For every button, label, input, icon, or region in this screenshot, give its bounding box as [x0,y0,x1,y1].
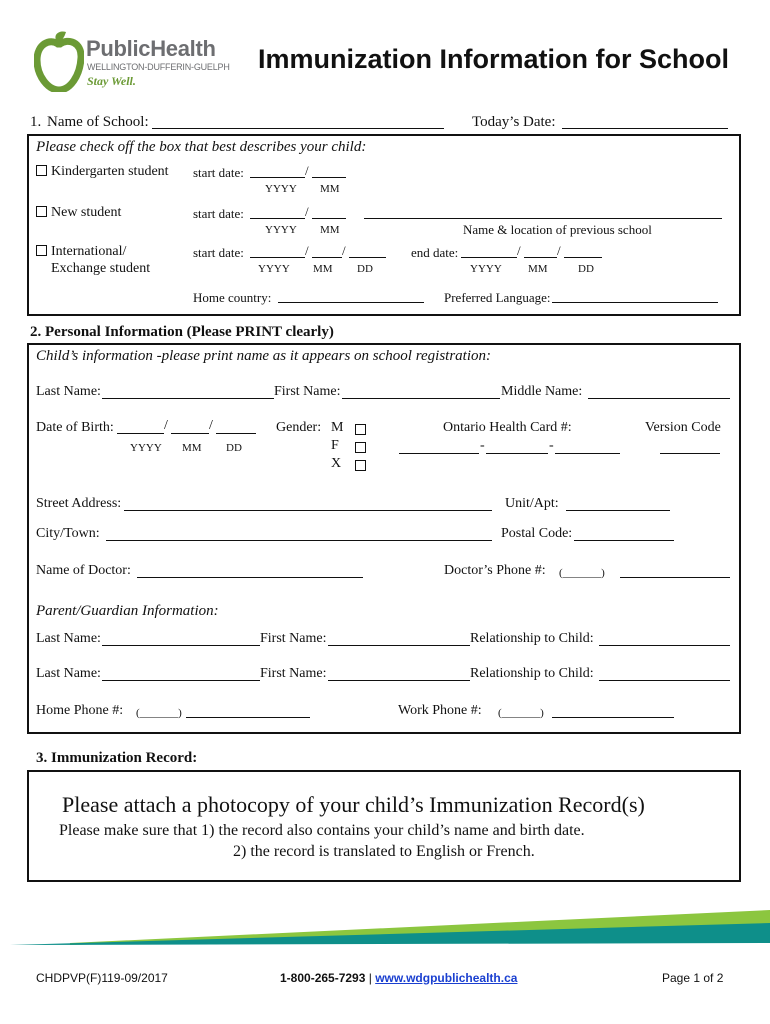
i-start-yyyy[interactable] [250,257,305,258]
home-country-field[interactable] [278,302,424,303]
last-name-label: Last Name: [36,384,101,399]
section2-box [27,343,741,734]
dob-mm[interactable] [171,433,209,434]
slash: / [209,418,213,433]
end-mm-label: MM [528,263,548,275]
logo-tagline: Stay Well. [87,74,136,88]
slash: / [305,204,309,219]
guardian-heading: Parent/Guardian Information: [36,603,219,619]
g1-relationship-label: Relationship to Child: [470,631,594,646]
middle-name-field[interactable] [588,398,730,399]
section1-number: 1. [30,114,42,130]
todays-date-field[interactable] [562,128,728,129]
section2-instruction: Child’s information -please print name as it appears on school registration: [36,348,492,364]
g1-last-name-field[interactable] [102,645,260,646]
g1-last-name-label: Last Name: [36,631,101,646]
school-name-field[interactable] [152,128,444,129]
first-name-label: First Name: [274,384,341,399]
gender-m-checkbox[interactable] [355,424,366,435]
n-start-mm[interactable] [312,218,346,219]
dob-dd[interactable] [216,433,256,434]
gender-f-label: F [331,438,339,453]
kindergarten-option[interactable]: Kindergarten student [36,164,169,180]
end-yyyy[interactable] [461,257,517,258]
version-code-label: Version Code [645,420,721,435]
street-field[interactable] [124,510,492,511]
i-start-mm[interactable] [312,257,342,258]
k-yyyy-label: YYYY [265,183,297,195]
dob-mm-label: MM [182,442,202,454]
slash: / [305,243,309,258]
n-mm-label: MM [320,224,340,236]
slash: / [164,418,168,433]
work-phone-field[interactable] [552,717,674,718]
slash: / [342,243,346,258]
phone-number: 1-800-265-7293 [280,971,366,985]
n-yyyy-label: YYYY [265,224,297,236]
i-start-label: start date: [193,245,244,260]
page-title: Immunization Information for School [258,44,729,74]
postal-field[interactable] [574,540,674,541]
i-yyyy-label: YYYY [258,263,290,275]
doctor-area-code[interactable]: (_______) [559,567,605,579]
gender-f-checkbox[interactable] [355,442,366,453]
ohc-label: Ontario Health Card #: [443,420,572,435]
contact-info [280,971,517,985]
first-name-field[interactable] [342,398,500,399]
gender-x-checkbox[interactable] [355,460,366,471]
unit-field[interactable] [566,510,670,511]
international-label-2: Exchange student [51,261,151,276]
international-checkbox[interactable] [36,245,47,256]
g2-last-name-field[interactable] [102,680,260,681]
end-date-label: end date: [411,245,459,260]
website-link[interactable]: www.wdgpublichealth.ca [375,971,518,985]
gender-label: Gender: [276,420,322,435]
city-field[interactable] [106,540,492,541]
end-yyyy-label: YYYY [470,263,502,275]
g1-first-name-field[interactable] [328,645,470,646]
gender-x-label: X [331,456,342,471]
street-label: Street Address: [36,496,122,511]
page-number: Page 1 of 2 [662,971,724,985]
slash: / [557,243,561,258]
k-start-label: start date: [193,165,244,180]
home-country-label: Home country: [193,290,272,305]
logo-region: WELLINGTON-DUFFERIN-GUELPH [87,62,230,72]
doctor-phone-field[interactable] [620,577,730,578]
home-phone-label: Home Phone #: [36,703,124,718]
i-start-dd[interactable] [349,257,386,258]
n-start-yyyy[interactable] [250,218,305,219]
todays-date-label: Today’s Date: [472,114,556,130]
ohc-part3[interactable] [555,453,620,454]
k-start-mm[interactable] [312,177,346,178]
g2-first-name-label: First Name: [260,666,327,681]
separator: | [365,971,376,985]
last-name-field[interactable] [102,398,274,399]
work-area-code[interactable]: (_______) [498,707,544,719]
gender-m-label: M [331,420,344,435]
end-mm[interactable] [524,257,557,258]
end-dd-label: DD [578,263,594,275]
i-dd-label: DD [357,263,373,275]
new-student-option[interactable]: New student [36,205,121,221]
kindergarten-checkbox[interactable] [36,165,47,176]
unit-label: Unit/Apt: [505,496,559,511]
ohc-part2[interactable] [486,453,548,454]
footer-band [0,905,770,965]
section3-heading: 3. Immunization Record: [36,750,198,766]
g2-last-name-label: Last Name: [36,666,101,681]
apple-icon [34,28,84,92]
work-phone-label: Work Phone #: [398,703,482,718]
section1-instruction: Please check off the box that best describes your child: [36,139,367,155]
dob-dd-label: DD [226,442,242,454]
requirement-line-2: 2) the record is translated to English or French. [233,843,535,860]
k-mm-label: MM [320,183,340,195]
previous-school-field[interactable] [364,218,722,219]
dash: - [549,438,554,453]
slash: / [517,243,521,258]
home-phone-field[interactable] [186,717,310,718]
g2-relationship-field[interactable] [599,680,730,681]
school-name-label: Name of School: [47,114,149,130]
n-start-label: start date: [193,206,244,221]
logo-brand: PublicHealth [86,36,216,61]
i-mm-label: MM [313,263,333,275]
g2-first-name-field[interactable] [328,680,470,681]
dob-yyyy-label: YYYY [130,442,162,454]
k-start-yyyy[interactable] [250,177,305,178]
slash: / [305,163,309,178]
middle-name-label: Middle Name: [501,384,583,399]
section2-heading: 2. Personal Information (Please PRINT clearly) [30,324,334,340]
g1-relationship-field[interactable] [599,645,730,646]
doctor-phone-label: Doctor’s Phone #: [444,563,546,578]
new-student-checkbox[interactable] [36,206,47,217]
form-code: CHDPVP(F)119-09/2017 [36,971,168,985]
home-area-code[interactable]: (_______) [136,707,182,719]
ohc-part1[interactable] [399,453,479,454]
end-dd[interactable] [564,257,602,258]
preferred-language-field[interactable] [552,302,718,303]
dob-yyyy[interactable] [117,433,164,434]
dob-label: Date of Birth: [36,420,114,435]
postal-label: Postal Code: [501,526,573,541]
previous-school-label: Name & location of previous school [463,222,652,237]
international-option[interactable]: International/ [36,244,126,260]
doctor-field[interactable] [137,577,363,578]
city-label: City/Town: [36,526,100,541]
g1-first-name-label: First Name: [260,631,327,646]
attach-record-heading: Please attach a photocopy of your child’s Immunization Record(s) [62,792,645,817]
requirement-line-1: Please make sure that 1) the record also contains your child’s name and birth date. [59,822,585,839]
g2-relationship-label: Relationship to Child: [470,666,594,681]
doctor-label: Name of Doctor: [36,563,131,578]
preferred-language-label: Preferred Language: [444,290,551,305]
public-health-logo [34,28,230,98]
dash: - [480,438,485,453]
version-code-field[interactable] [660,453,720,454]
